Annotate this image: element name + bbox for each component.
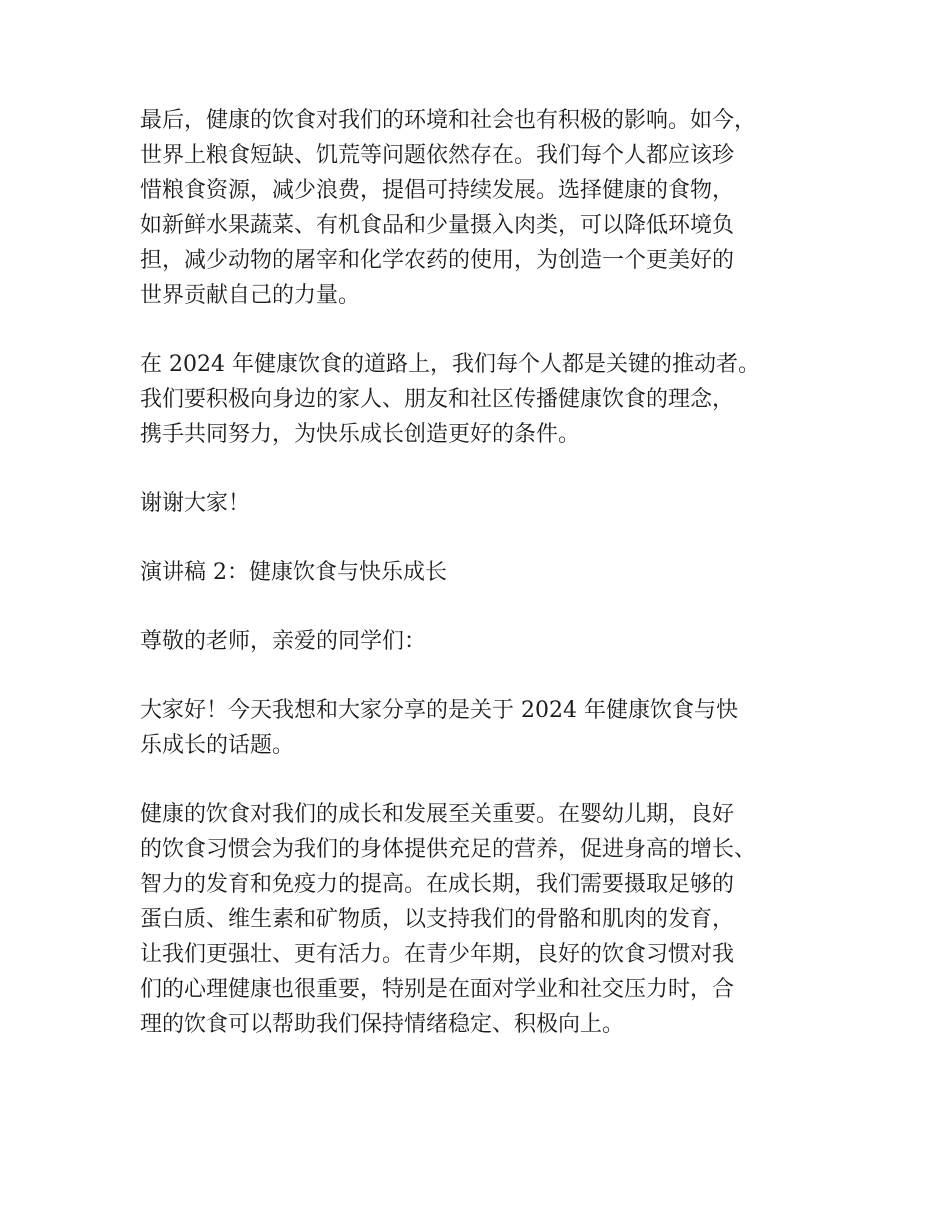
- text-line: 理的饮食可以帮助我们保持情绪稳定、积极向上。: [140, 1012, 625, 1037]
- paragraph-thanks: [140, 486, 840, 521]
- paragraph-promoters: [140, 347, 840, 452]
- text-line: 世界上粮食短缺、饥荒等问题依然存在。我们每个人都应该珍: [140, 143, 735, 168]
- text-line: 携手共同努力，为快乐成长创造更好的条件。: [140, 422, 581, 447]
- speech-heading: [140, 555, 840, 590]
- text-line: 蛋白质、维生素和矿物质，以支持我们的骨骼和肌肉的发育，: [140, 907, 735, 932]
- text-line: 谢谢大家！: [140, 491, 251, 516]
- text-line: 们的心理健康也很重要，特别是在面对学业和社交压力时，合: [140, 977, 735, 1002]
- paragraph-growth: [140, 797, 840, 1042]
- paragraph-greeting: [140, 693, 840, 763]
- paragraph-environment: [140, 103, 840, 313]
- paragraph-gap: [140, 659, 840, 693]
- paragraph-gap: [140, 590, 840, 624]
- text-line: 世界贡献自己的力量。: [140, 283, 361, 308]
- text-line: 惜粮食资源，减少浪费，提倡可持续发展。选择健康的食物，: [140, 178, 735, 203]
- text-line: 的饮食习惯会为我们的身体提供充足的营养，促进身高的增长、: [140, 837, 757, 862]
- text-line: 如新鲜水果蔬菜、有机食品和少量摄入肉类，可以降低环境负: [140, 213, 735, 238]
- text-line: 在 2024 年健康饮食的道路上，我们每个人都是关键的推动者。: [140, 352, 760, 377]
- paragraph-gap: [140, 313, 840, 347]
- paragraph-gap: [140, 521, 840, 555]
- text-line: 最后，健康的饮食对我们的环境和社会也有积极的影响。如今，: [140, 108, 757, 133]
- text-line: 我们要积极向身边的家人、朋友和社区传播健康饮食的理念，: [140, 387, 735, 412]
- text-line: 智力的发育和免疫力的提高。在成长期，我们需要摄取足够的: [140, 872, 735, 897]
- document-body: [140, 103, 840, 1042]
- paragraph-gap: [140, 763, 840, 797]
- text-line: 健康的饮食对我们的成长和发展至关重要。在婴幼儿期，良好: [140, 802, 735, 827]
- text-line: 尊敬的老师，亲爱的同学们：: [140, 629, 427, 654]
- text-line: 大家好！今天我想和大家分享的是关于 2024 年健康饮食与快: [140, 698, 738, 723]
- text-line: 演讲稿 2：健康饮食与快乐成长: [140, 560, 447, 585]
- text-line: 让我们更强壮、更有活力。在青少年期，良好的饮食习惯对我: [140, 942, 735, 967]
- text-line: 担，减少动物的屠宰和化学农药的使用，为创造一个更美好的: [140, 248, 735, 273]
- paragraph-gap: [140, 452, 840, 486]
- text-line: 乐成长的话题。: [140, 733, 295, 758]
- paragraph-salutation: [140, 624, 840, 659]
